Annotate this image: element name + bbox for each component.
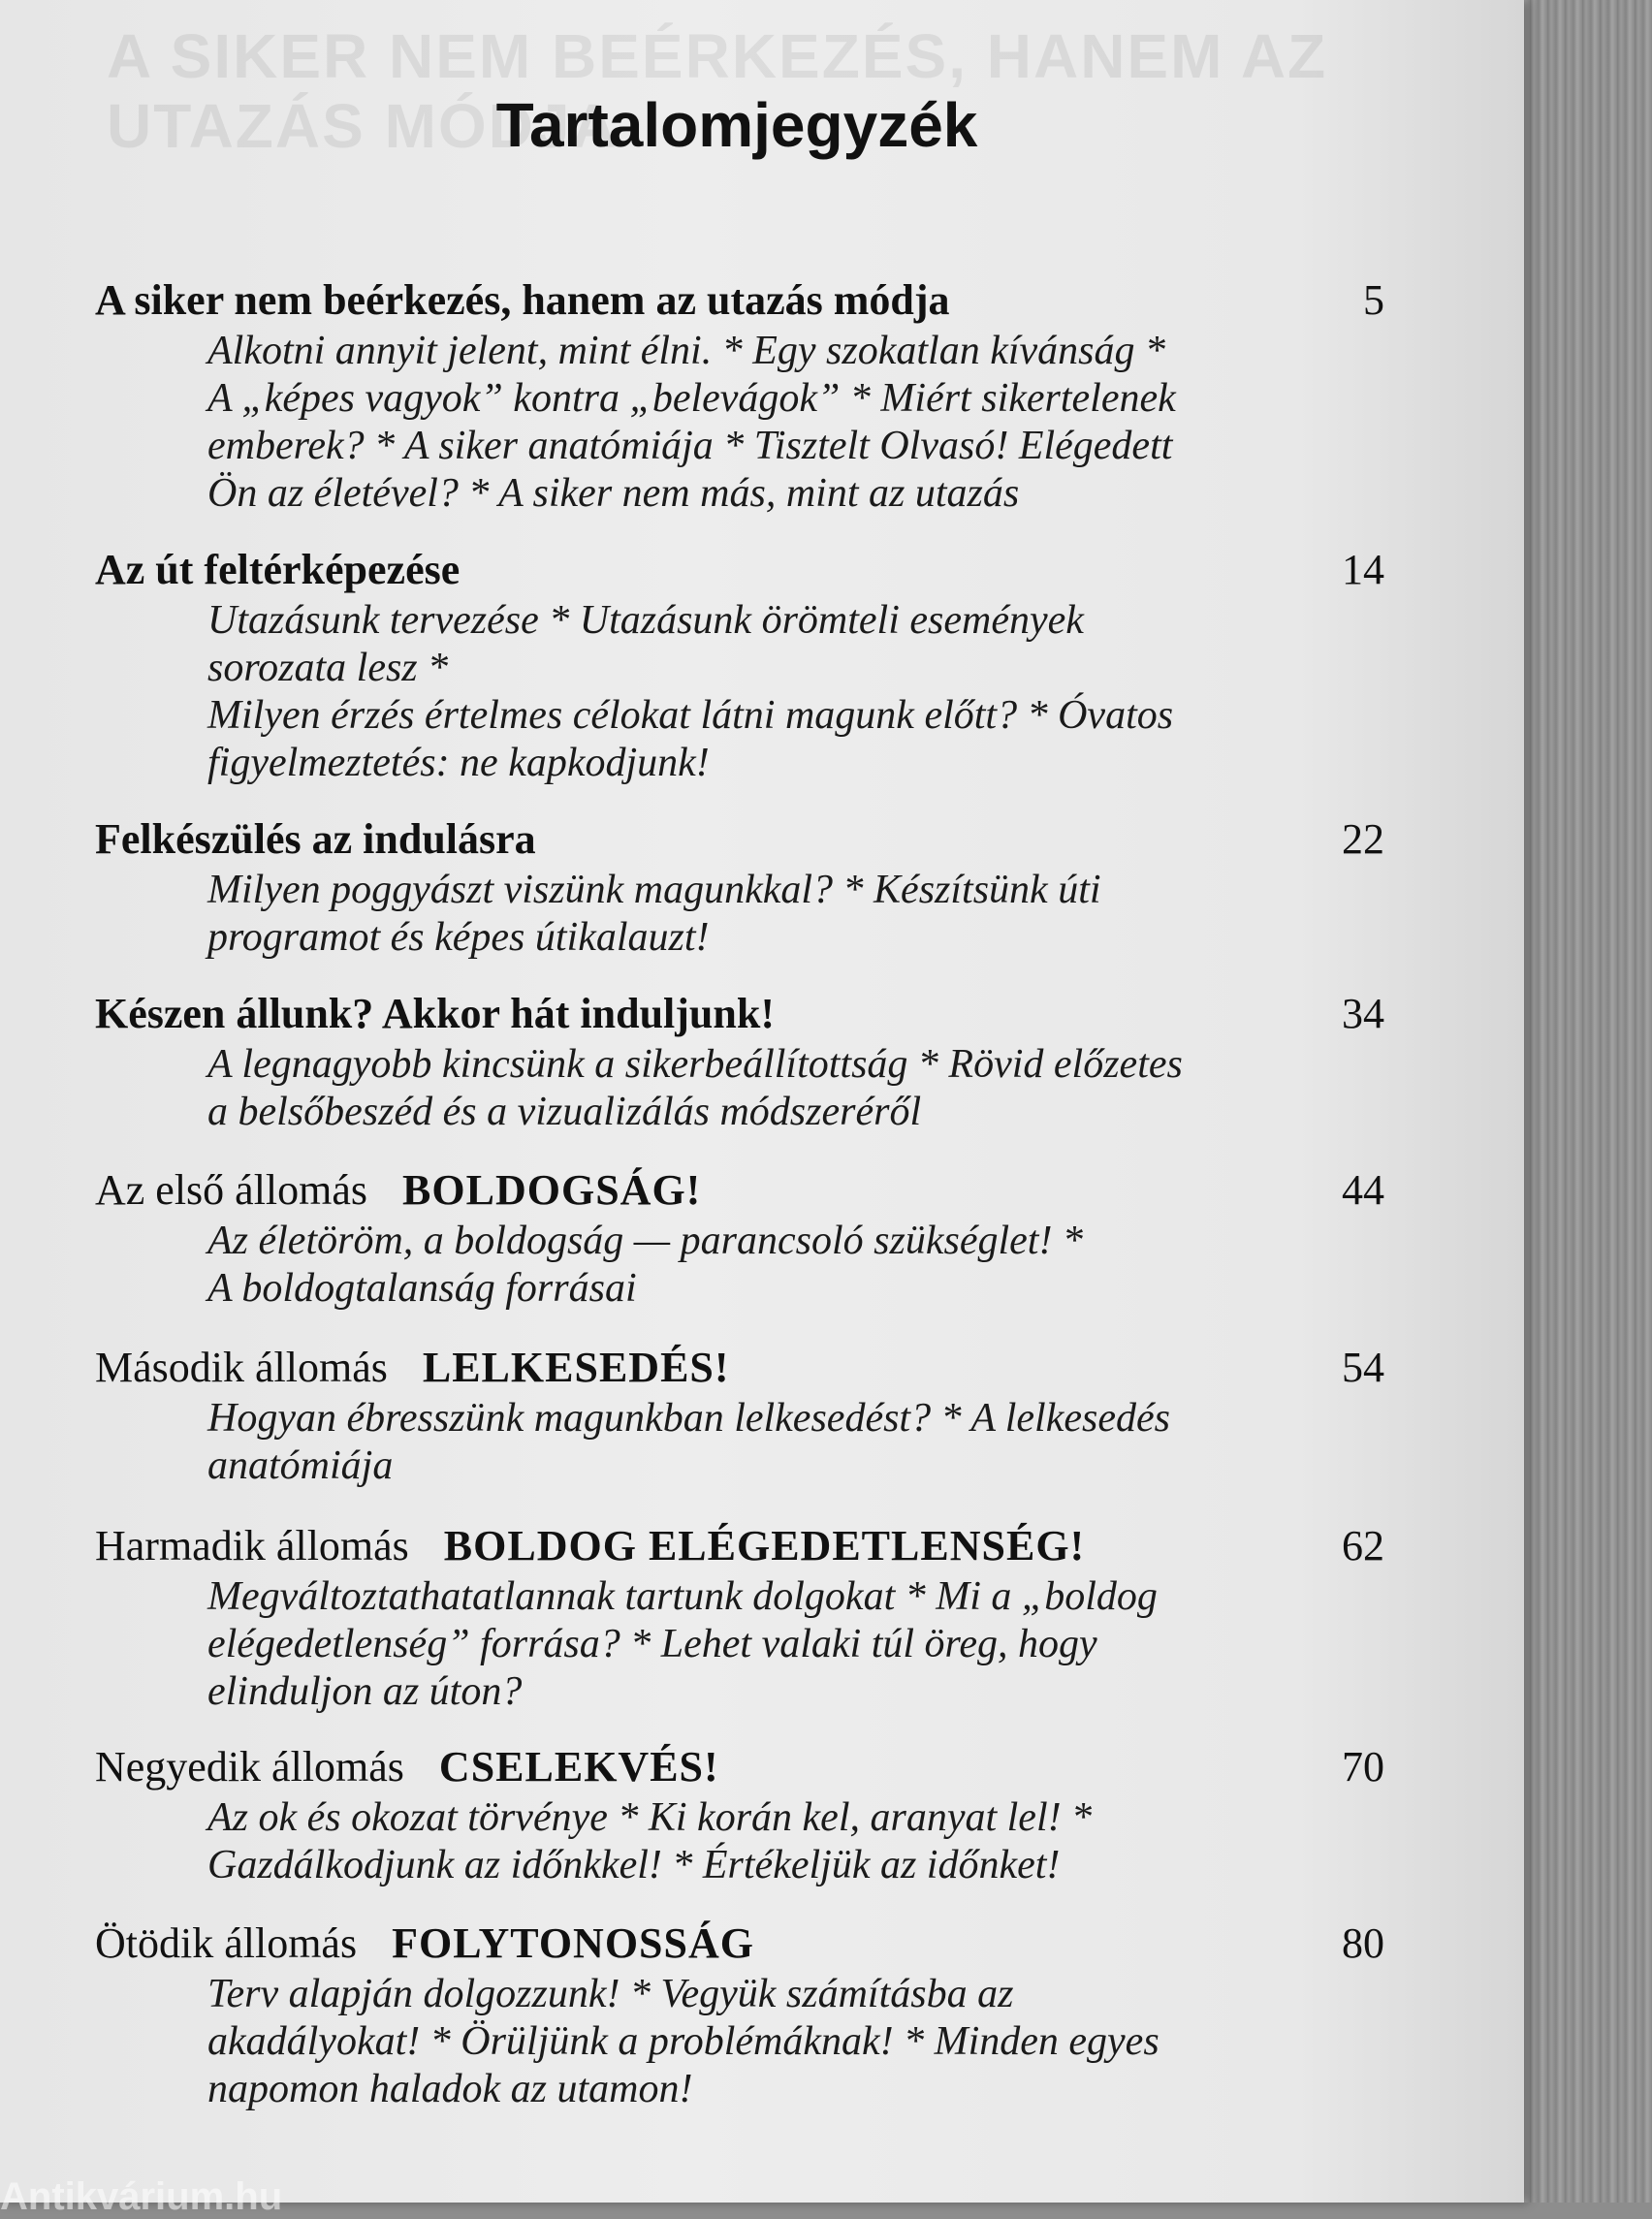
- description-line: Utazásunk tervezése * Utazásunk örömteli események: [207, 598, 1084, 643]
- station-label: Az első állomás: [95, 1166, 368, 1214]
- toc-entry: [95, 987, 1384, 1136]
- description-line: Hogyan ébresszünk magunkban lelkesedést? * A lelkesedés: [207, 1396, 1170, 1441]
- toc-entry-description: [207, 1395, 1351, 1490]
- toc-entry: [95, 1163, 1384, 1313]
- toc-entry-heading-row: [95, 543, 1384, 597]
- description-line: Az ok és okozat törvénye * Ki korán kel, aranyat lel! *: [207, 1795, 1093, 1840]
- toc-page-number: 44: [1342, 1166, 1384, 1214]
- toc-entry-description: [207, 1218, 1351, 1313]
- toc-entry-heading: Az út feltérképezése: [95, 546, 461, 593]
- station-keyword: LELKESEDÉS!: [422, 1344, 730, 1391]
- station-label: Ötödik állomás: [95, 1919, 358, 1967]
- toc-page-number: 70: [1342, 1743, 1384, 1791]
- toc-entry-heading-row: [95, 1740, 1384, 1794]
- toc-entry-heading: Felkészülés az indulásra: [95, 815, 536, 863]
- toc-entry-heading-row: [95, 273, 1384, 328]
- station-keyword: BOLDOGSÁG!: [402, 1166, 702, 1214]
- bleed-through-line: UTAZÁS MÓDJA: [107, 91, 619, 161]
- toc-entry-heading-row: [95, 1519, 1384, 1573]
- description-line: programot és képes útikalauzt!: [207, 915, 710, 960]
- description-line: Alkotni annyit jelent, mint élni. * Egy szokatlan kívánság *: [207, 329, 1165, 373]
- description-line: elinduljon az úton?: [207, 1669, 523, 1714]
- description-line: emberek? * A siker anatómiája * Tisztelt Olvasó! Elégedett: [207, 424, 1173, 468]
- description-line: A boldogtalanság forrásai: [207, 1266, 637, 1311]
- station-label: Negyedik állomás: [95, 1743, 404, 1791]
- description-line: A „képes vagyok” kontra „belevágok” * Miért sikertelenek: [207, 376, 1176, 421]
- toc-entry: [95, 273, 1384, 518]
- toc-entry-heading-row: [95, 812, 1384, 867]
- toc-page-number: 22: [1342, 815, 1384, 863]
- description-line: Gazdálkodjunk az időnkkel! * Értékeljük az időnket!: [207, 1843, 1061, 1887]
- toc-page-number: 34: [1342, 990, 1384, 1037]
- station-label: Harmadik állomás: [95, 1522, 409, 1569]
- toc-entry-description: [207, 1041, 1351, 1136]
- toc-entry-heading-row: [95, 1163, 1384, 1218]
- toc-entry-heading: A siker nem beérkezés, hanem az utazás módja: [95, 276, 950, 324]
- station-keyword: BOLDOG ELÉGEDETLENSÉG!: [443, 1522, 1086, 1569]
- description-line: figyelmeztetés: ne kapkodjunk!: [207, 741, 710, 785]
- toc-entry-description: [207, 328, 1351, 518]
- toc-entry-description: [207, 1573, 1351, 1716]
- page-edge-background: [1512, 0, 1652, 2203]
- description-line: A legnagyobb kincsünk a sikerbeállítottság * Rövid előzetes: [207, 1042, 1183, 1087]
- toc-page-number: 5: [1363, 276, 1384, 324]
- toc-entry: [95, 1341, 1384, 1490]
- station-label: Második állomás: [95, 1344, 388, 1391]
- watermark-text: Antikvárium.hu: [0, 2175, 283, 2218]
- toc-page-number: 80: [1342, 1919, 1384, 1967]
- toc-entry: [95, 1917, 1384, 2113]
- toc-entry-heading: Készen állunk? Akkor hát induljunk!: [95, 990, 775, 1037]
- description-line: Az életöröm, a boldogság — parancsoló szükséglet! *: [207, 1219, 1083, 1263]
- bleed-through-line: A SIKER NEM BEÉRKEZÉS, HANEM AZ: [107, 21, 1328, 91]
- toc-page-number: 14: [1342, 546, 1384, 593]
- description-line: sorozata lesz *: [207, 646, 449, 690]
- toc-entry-heading-row: [95, 1341, 1384, 1395]
- description-line: a belsőbeszéd és a vizualizálás módszeréről: [207, 1090, 922, 1134]
- toc-entry-description: [207, 1971, 1351, 2113]
- description-line: anatómiája: [207, 1443, 394, 1488]
- toc-entry-heading-row: [95, 1917, 1384, 1971]
- toc-page-number: 62: [1342, 1522, 1384, 1569]
- toc-entry: [95, 543, 1384, 787]
- page-title: Tartalomjegyzék: [495, 90, 978, 160]
- description-line: elégedetlenség” forrása? * Lehet valaki túl öreg, hogy: [207, 1622, 1097, 1666]
- toc-entry-heading-row: [95, 987, 1384, 1041]
- description-line: Terv alapján dolgozzunk! * Vegyük számításba az: [207, 1972, 1014, 2016]
- description-line: Megváltoztathatatlannak tartunk dolgokat * Mi a „boldog: [207, 1574, 1158, 1619]
- toc-entry-description: [207, 1794, 1351, 1889]
- station-keyword: CSELEKVÉS!: [438, 1743, 719, 1791]
- station-keyword: FOLYTONOSSÁG: [392, 1919, 754, 1967]
- description-line: Milyen érzés értelmes célokat látni magunk előtt? * Óvatos: [207, 693, 1174, 738]
- toc-entry: [95, 812, 1384, 962]
- description-line: akadályokat! * Örüljünk a problémáknak! * Minden egyes: [207, 2019, 1160, 2064]
- toc-entry: [95, 1519, 1384, 1716]
- description-line: Milyen poggyászt viszünk magunkkal? * Készítsünk úti: [207, 868, 1101, 912]
- description-line: Ön az életével? * A siker nem más, mint az utazás: [207, 471, 1020, 516]
- description-line: napomon haladok az utamon!: [207, 2067, 693, 2111]
- toc-entry-description: [207, 867, 1351, 962]
- toc-entry: [95, 1740, 1384, 1889]
- toc-page-number: 54: [1342, 1344, 1384, 1391]
- toc-entry-description: [207, 597, 1351, 787]
